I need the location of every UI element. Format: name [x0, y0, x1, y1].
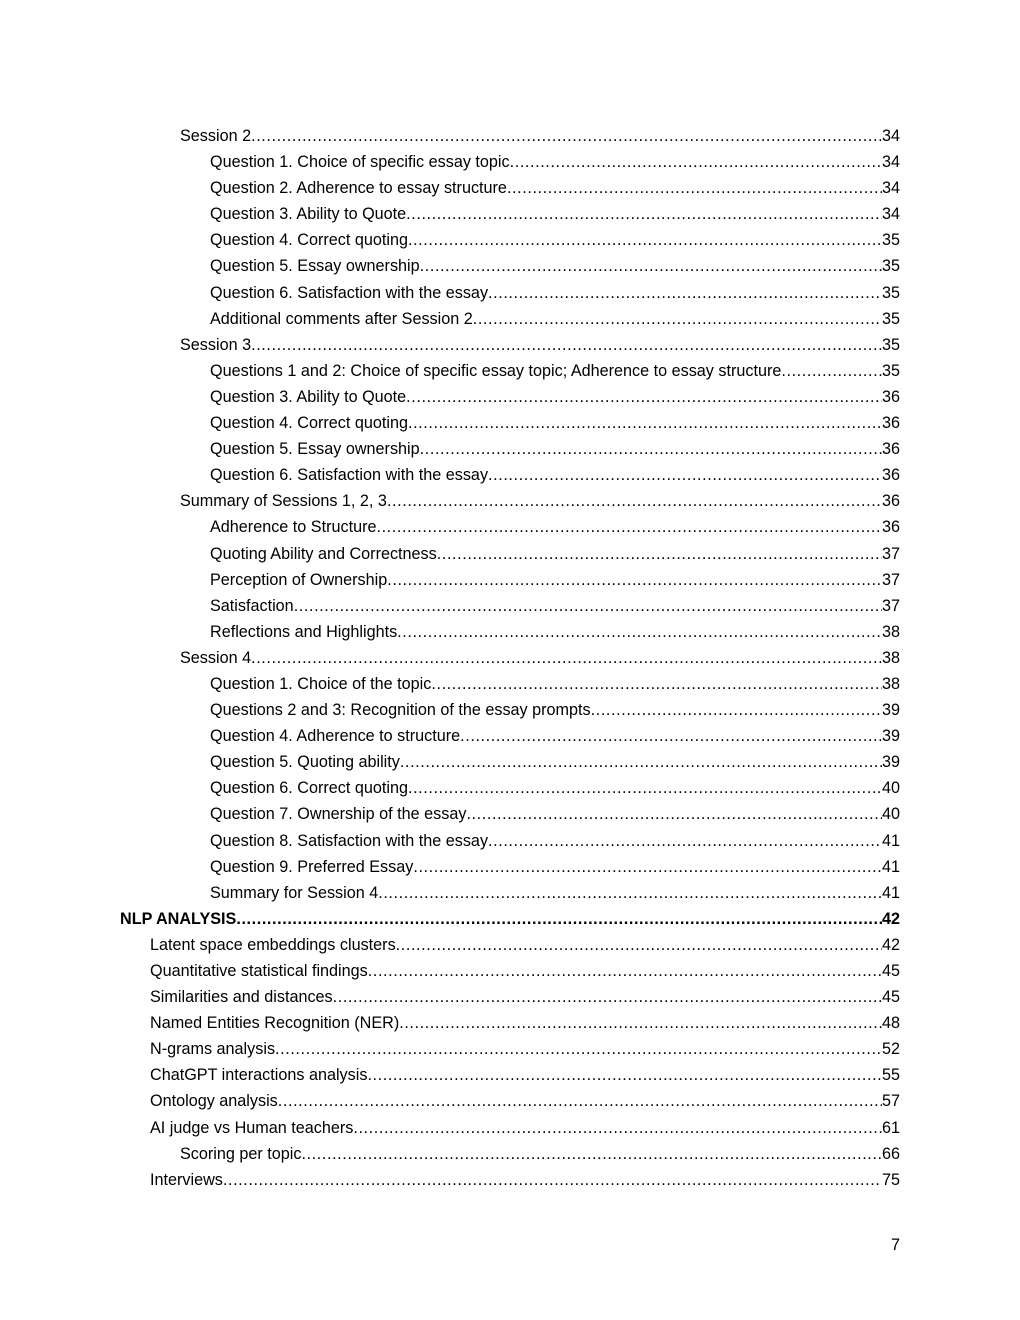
- toc-leader-dots: [397, 619, 882, 645]
- toc-entry-title: N-grams analysis: [150, 1040, 276, 1059]
- toc-leader-dots: [251, 123, 882, 149]
- toc-leader-dots: [333, 984, 882, 1010]
- toc-entry-page: 45: [881, 962, 900, 980]
- toc-entry[interactable]: [0, 280, 900, 306]
- toc-entry-title: Summary for Session 4: [210, 883, 379, 902]
- toc-entry-page: 38: [881, 622, 900, 641]
- toc-entry-page: 39: [881, 701, 900, 720]
- toc-entry-title: Ontology analysis: [150, 1092, 278, 1111]
- toc-entry-title: Question 3. Ability to Quote: [210, 205, 407, 224]
- toc-entry[interactable]: [0, 1115, 900, 1141]
- toc-leader-dots: [251, 645, 882, 671]
- toc-entry-page: 36: [881, 440, 900, 459]
- toc-entry-page: 36: [881, 414, 900, 433]
- toc-entry-page: 34: [881, 127, 900, 145]
- toc-entry-title: Question 6. Correct quoting: [210, 779, 408, 798]
- toc-leader-dots: [301, 1141, 882, 1167]
- toc-entry-title: Perception of Ownership: [210, 570, 388, 589]
- toc-leader-dots: [781, 358, 882, 384]
- toc-entry-page: 39: [881, 727, 900, 746]
- toc-entry-page: 66: [881, 1144, 900, 1163]
- toc-leader-dots: [510, 149, 882, 175]
- toc-entry-page: 35: [881, 335, 900, 354]
- toc-entry-page: 34: [881, 179, 900, 198]
- toc-entry-page: 37: [881, 544, 900, 563]
- toc-entry-title: NLP ANALYSIS: [120, 909, 237, 928]
- toc-entry[interactable]: [0, 462, 900, 488]
- toc-leader-dots: [353, 1115, 882, 1141]
- toc-leader-dots: [408, 775, 882, 801]
- toc-leader-dots: [408, 227, 882, 253]
- toc-entry[interactable]: [0, 958, 900, 984]
- toc-entry[interactable]: [0, 749, 900, 775]
- toc-entry-page: 34: [881, 153, 900, 172]
- toc-entry-title: Session 2: [180, 127, 252, 145]
- toc-entry-title: Question 8. Satisfaction with the essay: [210, 831, 489, 850]
- toc-entry-title: Scoring per topic: [180, 1144, 302, 1163]
- toc-entry[interactable]: [0, 384, 900, 410]
- toc-entry[interactable]: [0, 1010, 900, 1036]
- toc-leader-dots: [408, 410, 882, 436]
- toc-entry-page: 40: [881, 779, 900, 798]
- toc-leader-dots: [387, 488, 882, 514]
- table-of-contents: [0, 123, 1020, 1193]
- toc-entry-page: 35: [881, 309, 900, 328]
- toc-entry[interactable]: [0, 436, 900, 462]
- toc-entry-page: 61: [881, 1118, 900, 1137]
- toc-entry-title: Question 4. Correct quoting: [210, 414, 408, 433]
- toc-entry[interactable]: [0, 775, 900, 801]
- toc-entry-page: 38: [881, 674, 900, 693]
- toc-entry-title: Question 4. Adherence to structure: [210, 727, 461, 746]
- toc-leader-dots: [400, 749, 882, 775]
- toc-entry-page: 39: [881, 753, 900, 772]
- toc-entry[interactable]: [0, 332, 900, 358]
- toc-leader-dots: [223, 1167, 882, 1193]
- toc-entry-page: 36: [881, 492, 900, 511]
- toc-leader-dots: [376, 514, 882, 540]
- toc-entry-page: 36: [881, 466, 900, 485]
- toc-entry-page: 41: [881, 883, 900, 902]
- toc-leader-dots: [420, 436, 882, 462]
- toc-leader-dots: [488, 280, 882, 306]
- toc-leader-dots: [466, 801, 882, 827]
- toc-entry[interactable]: [0, 723, 900, 749]
- toc-entry[interactable]: [0, 906, 900, 932]
- toc-entry[interactable]: [0, 306, 900, 332]
- toc-leader-dots: [368, 958, 882, 984]
- toc-entry[interactable]: [0, 1088, 900, 1114]
- toc-entry-title: Session 3: [180, 335, 252, 354]
- toc-entry-page: 52: [881, 1040, 900, 1059]
- toc-entry-page: 35: [881, 257, 900, 276]
- toc-entry-page: 37: [881, 596, 900, 615]
- toc-entry-title: Similarities and distances: [150, 988, 333, 1007]
- toc-entry-page: 36: [881, 387, 900, 406]
- toc-entry-title: Question 6. Satisfaction with the essay: [210, 466, 489, 485]
- toc-entry[interactable]: [0, 358, 900, 384]
- toc-entry[interactable]: [0, 1167, 900, 1193]
- toc-entry-title: Question 3. Ability to Quote: [210, 387, 407, 406]
- toc-entry-title: Reflections and Highlights: [210, 622, 398, 641]
- toc-entry-page: 36: [881, 518, 900, 537]
- toc-entry-title: Quantitative statistical findings: [150, 962, 368, 980]
- toc-entry[interactable]: [0, 593, 900, 619]
- toc-leader-dots: [406, 201, 882, 227]
- toc-leader-dots: [431, 671, 882, 697]
- toc-entry-page: 35: [881, 283, 900, 302]
- toc-entry[interactable]: [0, 201, 900, 227]
- toc-entry-page: 38: [881, 648, 900, 667]
- toc-entry[interactable]: [0, 541, 900, 567]
- toc-entry-title: Adherence to Structure: [210, 518, 377, 537]
- toc-leader-dots: [488, 828, 882, 854]
- page-number: 7: [890, 1236, 900, 1254]
- toc-entry[interactable]: [0, 488, 900, 514]
- toc-entry-page: 41: [881, 857, 900, 876]
- toc-entry-page: 75: [881, 1170, 900, 1189]
- toc-entry-title: Question 1. Choice of specific essay topic: [210, 153, 510, 172]
- toc-entry-title: Summary of Sessions 1, 2, 3: [180, 492, 387, 511]
- toc-leader-dots: [473, 306, 882, 332]
- toc-entry[interactable]: [0, 410, 900, 436]
- toc-entry[interactable]: [0, 1141, 900, 1167]
- toc-entry[interactable]: [0, 514, 900, 540]
- toc-leader-dots: [275, 1036, 882, 1062]
- toc-leader-dots: [251, 332, 882, 358]
- toc-leader-dots: [387, 567, 882, 593]
- toc-entry-title: Question 2. Adherence to essay structure: [210, 179, 507, 198]
- toc-entry-title: AI judge vs Human teachers: [150, 1118, 354, 1137]
- toc-entry-page: 42: [881, 935, 900, 954]
- toc-entry-page: 40: [881, 805, 900, 824]
- toc-entry-title: Additional comments after Session 2: [210, 309, 473, 328]
- toc-leader-dots: [437, 541, 882, 567]
- toc-entry-page: 45: [881, 988, 900, 1007]
- toc-entry-page: 37: [881, 570, 900, 589]
- toc-entry-title: Interviews: [150, 1170, 223, 1189]
- toc-leader-dots: [278, 1088, 882, 1114]
- toc-entry[interactable]: [0, 253, 900, 279]
- toc-entry-title: Question 4. Correct quoting: [210, 231, 408, 250]
- toc-entry[interactable]: [0, 175, 900, 201]
- toc-leader-dots: [396, 932, 882, 958]
- toc-entry[interactable]: [0, 619, 900, 645]
- toc-leader-dots: [294, 593, 882, 619]
- toc-entry-title: Questions 1 and 2: Choice of specific essay topic; Adherence to essay structure: [210, 361, 782, 380]
- toc-entry[interactable]: [0, 697, 900, 723]
- toc-entry-title: Question 6. Satisfaction with the essay: [210, 283, 489, 302]
- toc-entry[interactable]: [0, 880, 900, 906]
- toc-entry[interactable]: [0, 984, 900, 1010]
- toc-leader-dots: [236, 906, 882, 932]
- toc-entry-page: 55: [881, 1066, 900, 1085]
- toc-leader-dots: [406, 384, 882, 410]
- toc-leader-dots: [507, 175, 882, 201]
- toc-entry-page: 35: [881, 231, 900, 250]
- toc-entry-title: Session 4: [180, 648, 252, 667]
- toc-entry-title: Named Entities Recognition (NER): [150, 1014, 400, 1033]
- toc-entry-page: 35: [881, 361, 900, 380]
- toc-leader-dots: [591, 697, 882, 723]
- toc-entry-title: Latent space embeddings clusters: [150, 935, 396, 954]
- toc-entry-title: Question 9. Preferred Essay: [210, 857, 414, 876]
- toc-entry[interactable]: [0, 801, 900, 827]
- toc-entry[interactable]: [0, 1036, 900, 1062]
- toc-entry[interactable]: [0, 854, 900, 880]
- toc-entry-title: Satisfaction: [210, 596, 294, 615]
- toc-entry[interactable]: [0, 828, 900, 854]
- toc-leader-dots: [399, 1010, 882, 1036]
- toc-entry-title: Question 5. Essay ownership: [210, 440, 420, 459]
- toc-entry[interactable]: [0, 671, 900, 697]
- toc-entry-page: 48: [881, 1014, 900, 1033]
- toc-entry-title: Question 5. Quoting ability: [210, 753, 400, 772]
- toc-entry-title: Quoting Ability and Correctness: [210, 544, 437, 563]
- toc-leader-dots: [488, 462, 882, 488]
- toc-entry[interactable]: [0, 645, 900, 671]
- toc-entry-title: ChatGPT interactions analysis: [150, 1066, 368, 1085]
- toc-leader-dots: [378, 880, 882, 906]
- toc-entry[interactable]: [0, 567, 900, 593]
- toc-entry-page: 41: [881, 831, 900, 850]
- toc-entry[interactable]: [0, 123, 900, 149]
- toc-leader-dots: [460, 723, 882, 749]
- toc-entry-title: Question 7. Ownership of the essay: [210, 805, 467, 824]
- toc-leader-dots: [367, 1062, 882, 1088]
- toc-entry-title: Question 5. Essay ownership: [210, 257, 420, 276]
- toc-entry[interactable]: [0, 149, 900, 175]
- toc-leader-dots: [420, 253, 882, 279]
- toc-entry[interactable]: [0, 227, 900, 253]
- toc-entry-page: 57: [881, 1092, 900, 1111]
- toc-entry[interactable]: [0, 932, 900, 958]
- toc-entry-page: 34: [881, 205, 900, 224]
- toc-entry-title: Questions 2 and 3: Recognition of the essay prompts: [210, 701, 591, 720]
- toc-entry-page: 42: [881, 909, 900, 928]
- toc-entry[interactable]: [0, 1062, 900, 1088]
- toc-entry-title: Question 1. Choice of the topic: [210, 674, 432, 693]
- toc-leader-dots: [413, 854, 882, 880]
